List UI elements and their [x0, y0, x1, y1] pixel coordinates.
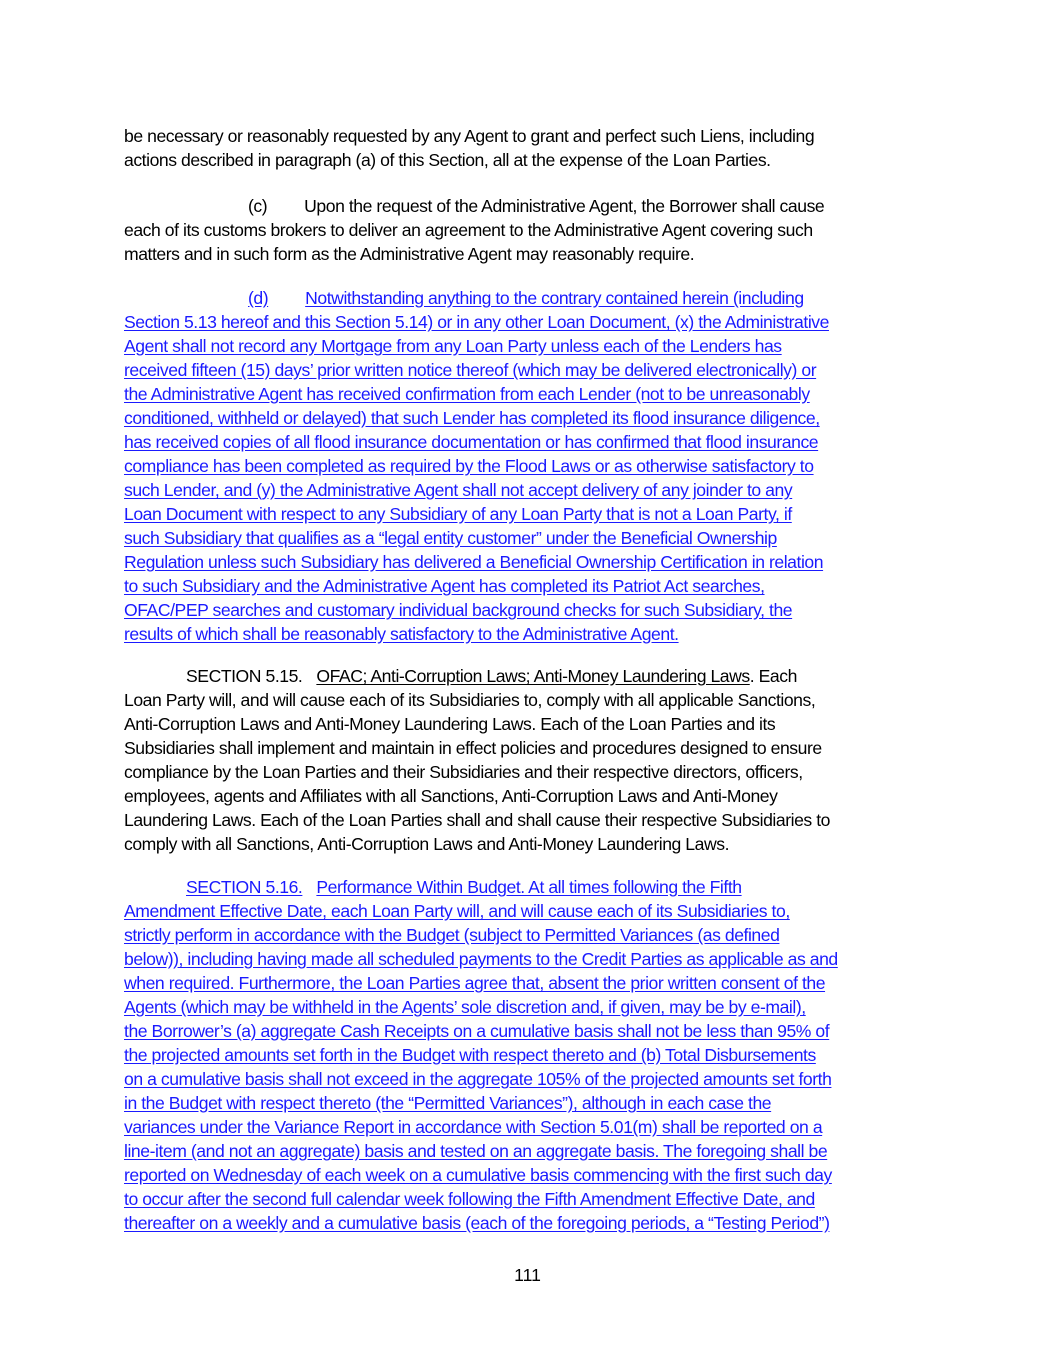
inserted-text-line: the Borrower’s (a) aggregate Cash Receipts on a cumulative basis shall not be less than 95% of [124, 1021, 830, 1041]
inserted-text-line: on a cumulative basis shall not exceed in the aggregate 105% of the projected amounts set forth [124, 1069, 832, 1089]
inserted-text-line: received fifteen (15) days’ prior written notice thereof (which may be delivered electronically) or [124, 360, 817, 380]
inserted-text-line: such Lender, and (y) the Administrative Agent shall not accept delivery of any joinder to any [124, 480, 793, 500]
inserted-text-line: Amendment Effective Date, each Loan Party will, and will cause each of its Subsidiaries to, [124, 901, 790, 921]
text-line: Loan Party will, and will cause each of its Subsidiaries to, comply with all applicable Sanctions, [124, 690, 816, 710]
inserted-text-line: has received copies of all flood insurance documentation or has confirmed that flood insurance [124, 432, 819, 452]
page-number: 111 [514, 1265, 541, 1285]
inserted-text-line: when required. Furthermore, the Loan Parties agree that, absent the prior written consent of the [124, 973, 826, 993]
paragraph-c-label: (c) [248, 196, 268, 216]
text-line: be necessary or reasonably requested by any Agent to grant and perfect such Liens, including [124, 126, 815, 146]
text-span: . Each [749, 666, 797, 686]
text-line: Laundering Laws. Each of the Loan Parties shall and shall cause their respective Subsidiaries to [124, 810, 830, 830]
section-heading: OFAC; Anti-Corruption Laws; Anti-Money Laundering Laws [316, 666, 750, 686]
text-line: employees, agents and Affiliates with all Sanctions, Anti-Corruption Laws and Anti-Money [124, 786, 778, 806]
inserted-text-line: Loan Document with respect to any Subsidiary of any Loan Party that is not a Loan Party, if [124, 504, 792, 524]
inserted-text-line: variances under the Variance Report in accordance with Section 5.01(m) shall be reported on a [124, 1117, 823, 1137]
text-span: Upon the request of the Administrative Agent, the Borrower shall cause [304, 196, 825, 216]
inserted-text-line: below)), including having made all scheduled payments to the Credit Parties as applicable as and [124, 949, 838, 969]
inserted-text-line: Regulation unless such Subsidiary has delivered a Beneficial Ownership Certification in relation [124, 552, 824, 572]
text-line: actions described in paragraph (a) of this Section, all at the expense of the Loan Parties. [124, 150, 771, 170]
inserted-text-line: the Administrative Agent has received confirmation from each Lender (not to be unreasonably [124, 384, 810, 404]
text-line: each of its customs brokers to deliver an agreement to the Administrative Agent covering such [124, 220, 813, 240]
inserted-text-line: compliance has been completed as required by the Flood Laws or as otherwise satisfactory to [124, 456, 814, 476]
paragraph-c-first-line [124, 194, 824, 218]
inserted-text-line: to such Subsidiary and the Administrative Agent has completed its Patriot Act searches, [124, 576, 765, 596]
text-line: matters and in such form as the Administrative Agent may reasonably require. [124, 244, 695, 264]
inserted-text-line: thereafter on a weekly and a cumulative basis (each of the foregoing periods, a “Testing Period”) [124, 1213, 830, 1233]
inserted-text-line: reported on Wednesday of each week on a cumulative basis commencing with the first such day [124, 1165, 832, 1185]
section-number: SECTION 5.15. [186, 666, 303, 686]
inserted-text-line: Agents (which may be withheld in the Agents’ sole discretion and, if given, may be by e-mail), [124, 997, 806, 1017]
inserted-text-line: Section 5.13 hereof and this Section 5.14) or in any other Loan Document, (x) the Administrative [124, 312, 829, 332]
inserted-text-line: in the Budget with respect thereto (the “Permitted Variances”), although in each case the [124, 1093, 772, 1113]
inserted-text-line: OFAC/PEP searches and customary individual background checks for such Subsidiary, the [124, 600, 793, 620]
inserted-text-line: line-item (and not an aggregate) basis and tested on an aggregate basis. The foregoing shall be [124, 1141, 828, 1161]
paragraph-d-label: (d) [248, 288, 269, 308]
text-span: Notwithstanding anything to the contrary contained herein (including [305, 288, 804, 308]
section-heading: Performance Within Budget. At all times following the Fifth [316, 877, 742, 897]
text-line: compliance by the Loan Parties and their Subsidiaries and their respective directors, officers, [124, 762, 803, 782]
inserted-text-line: Agent shall not record any Mortgage from any Loan Party unless each of the Lenders has [124, 336, 782, 356]
inserted-text-line: such Subsidiary that qualifies as a “legal entity customer” under the Beneficial Ownership [124, 528, 777, 548]
section-5-15-heading-line [124, 664, 797, 688]
inserted-text-line: the projected amounts set forth in the Budget with respect thereto and (b) Total Disbursements [124, 1045, 816, 1065]
inserted-text-line: to occur after the second full calendar week following the Fifth Amendment Effective Date, and [124, 1189, 815, 1209]
section-5-16-heading-line [124, 875, 742, 899]
text-line: Subsidiaries shall implement and maintain in effect policies and procedures designed to ensure [124, 738, 822, 758]
text-line: comply with all Sanctions, Anti-Corruption Laws and Anti-Money Laundering Laws. [124, 834, 730, 854]
section-number: SECTION 5.16. [186, 877, 303, 897]
inserted-text-line: conditioned, withheld or delayed) that such Lender has completed its flood insurance diligence, [124, 408, 820, 428]
inserted-text-line: results of which shall be reasonably satisfactory to the Administrative Agent. [124, 624, 679, 644]
text-line: Anti-Corruption Laws and Anti-Money Laundering Laws. Each of the Loan Parties and its [124, 714, 776, 734]
inserted-text-line: strictly perform in accordance with the Budget (subject to Permitted Variances (as defined [124, 925, 780, 945]
paragraph-d-first-line [124, 286, 804, 310]
